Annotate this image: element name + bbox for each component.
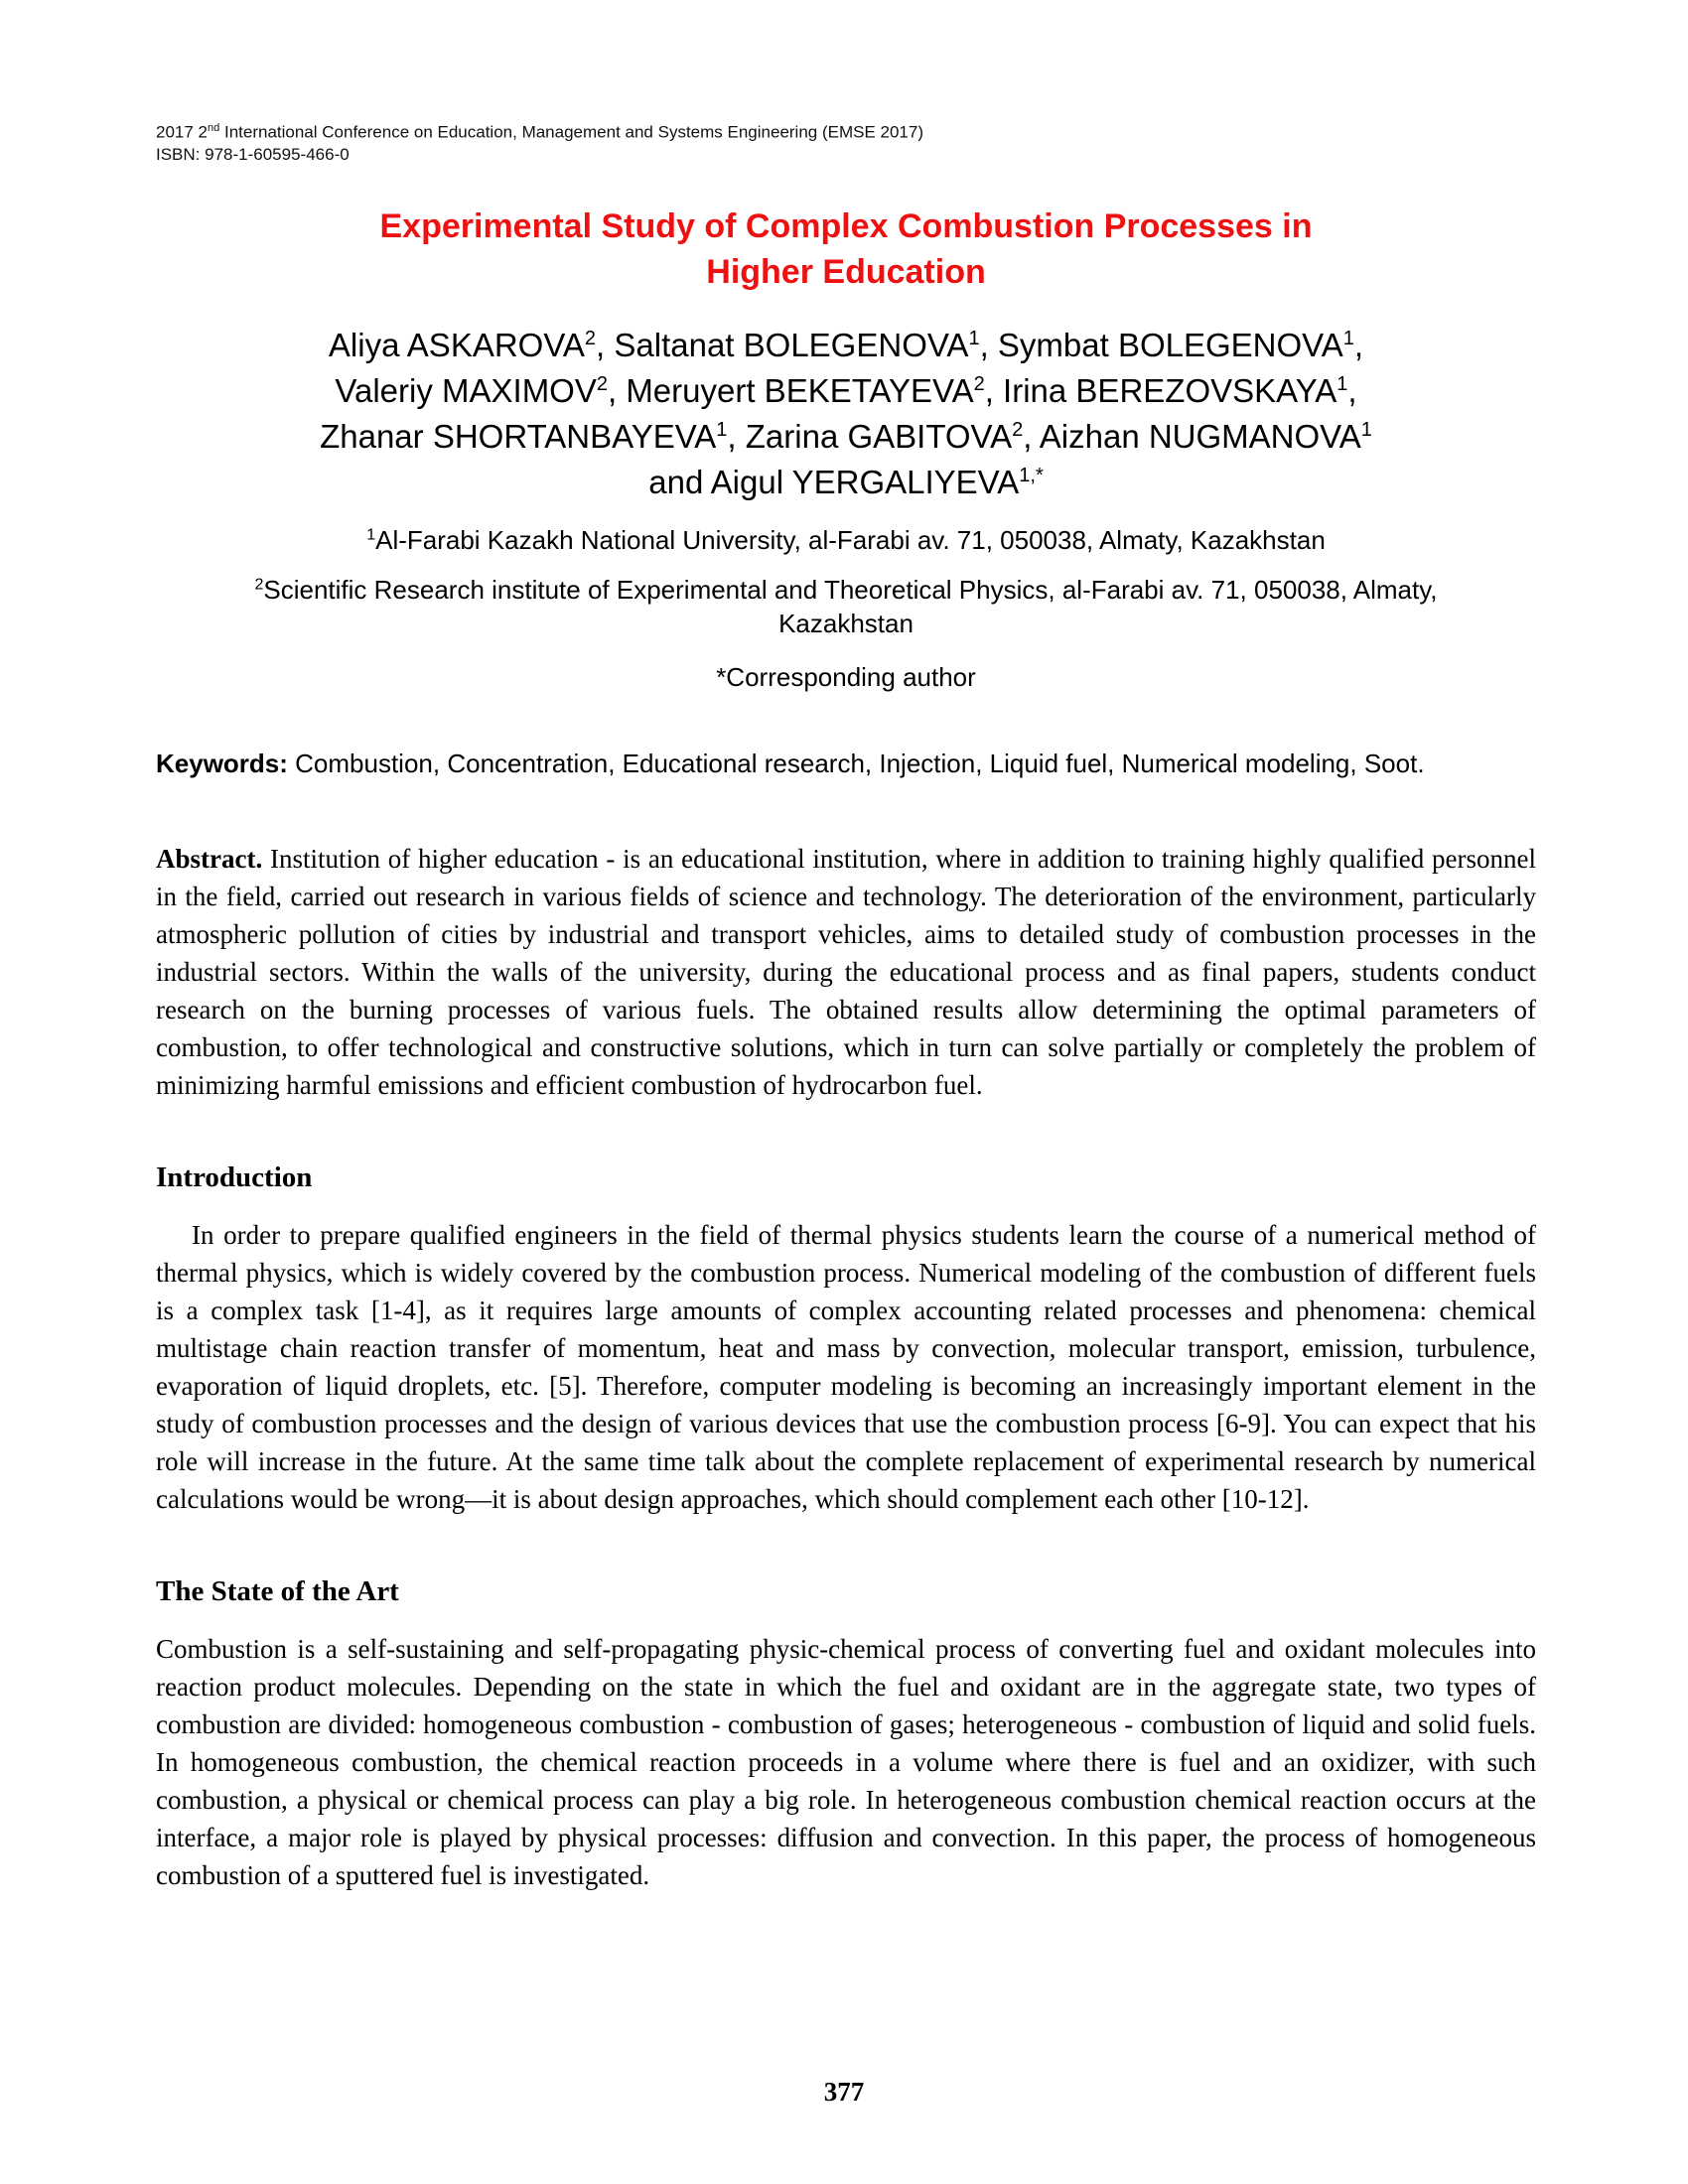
author-list <box>156 323 1536 505</box>
abstract-paragraph <box>156 840 1536 1104</box>
affiliation-1-sup: 1 <box>366 526 376 543</box>
author-affil-sup: 2 <box>1012 418 1024 441</box>
introduction-paragraph: In order to prepare qualified engineers in the field of thermal physics students learn the course of a numerical method of thermal physics, which is widely covered by the combustion process. Numerical modeling of the combustion of different fuels is a complex task [1-4], as it requires large amounts of complex accounting related processes and phenomena: chemical multistage chain reaction transfer of momentum, heat and mass by convection, molecular transport, emission, turbulence, evaporation of liquid droplets, etc. [5]. Therefore, computer modeling is becoming an increasingly important element in the study of combustion processes and the design of various devices that use the combustion process [6-9]. You can expect that his role will increase in the future. At the same time talk about the complete replacement of experimental research by numerical calculations would be wrong—it is about design approaches, which should complement each other [10-12]. <box>156 1219 1536 1514</box>
author-affil-sup: 2 <box>596 372 608 395</box>
author-affil-sup: 1 <box>1342 327 1354 349</box>
keywords-text: Combustion, Concentration, Educational research, Injection, Liquid fuel, Numerical modeling, Soot. <box>287 748 1425 778</box>
author-line-2: Valeriy MAXIMOV$^2$, Meruyert BEKETAYEVA$^2$, Irina BEREZOVSKAYA$^1$, <box>335 371 1357 409</box>
page-number: 377 <box>823 2077 865 2107</box>
affiliation-2-text: Scientific Research institute of Experimental and Theoretical Physics, al-Farabi av. 71, 050038, Almaty, Kazakhstan <box>263 574 1438 638</box>
abstract-label: Abstract. <box>156 843 263 874</box>
state-of-the-art-paragraph: Combustion is a self-sustaining and self-propagating physic-chemical process of converting fuel and oxidant molecules into reaction product molecules. Depending on the state in which the fuel and oxidant are in the aggregate state, two types of combustion are divided: homogeneous combustion - combustion of gases; heterogeneous - combustion of liquid and solid fuels. In homogeneous combustion, the chemical reaction proceeds in a volume where there is fuel and an oxidizer, with such combustion, a physical or chemical process can play a big role. In heterogeneous combustion chemical reaction occurs at the interface, a major role is played by physical processes: diffusion and convection. In this paper, the process of homogeneous combustion of a sputtered fuel is investigated. <box>156 1633 1536 1890</box>
conference-header <box>156 117 1536 166</box>
conference-line <box>156 117 1536 144</box>
abstract-text: Institution of higher education - is an educational institution, where in addition to training highly qualified personnel in the field, carried out research in various fields of science and technology. The deterioration of the environment, particularly atmospheric pollution of cities by industrial and transport vehicles, aims to detailed study of combustion processes in the industrial sectors. Within the walls of the university, during the educational process and as final papers, students conduct research on the burning processes of various fuels. The obtained results allow determining the optimal parameters of combustion, to offer technological and constructive solutions, which in turn can solve partially or completely the problem of minimizing harmful emissions and efficient combustion of hydrocarbon fuel. <box>156 843 1536 1100</box>
conference-line-pre: 2017 2 <box>156 122 208 142</box>
title-line-2: Higher Education <box>706 252 986 291</box>
author-line-1: Aliya ASKAROVA$^2$, Saltanat BOLEGENOVA$^1$, Symbat BOLEGENOVA$^1$, <box>328 326 1364 363</box>
affiliation-2-sup: 2 <box>254 576 264 593</box>
author-affil-sup: 1 <box>1360 418 1372 441</box>
keywords-paragraph <box>156 745 1536 782</box>
author-affil-sup: 1 <box>968 327 980 349</box>
isbn-line: ISBN: 978-1-60595-466-0 <box>156 144 350 164</box>
affiliation-1 <box>156 523 1536 557</box>
page-footer <box>0 2077 1688 2108</box>
page-content <box>156 117 1536 1894</box>
affiliation-2 <box>220 573 1472 640</box>
author-affil-sup: 2 <box>584 327 597 349</box>
author-line-4: and Aigul $YERGALIYEVA^{1,*}$ <box>648 463 1044 500</box>
author-affil-sup: 1 <box>1336 372 1348 395</box>
corresponding-author-note: *Corresponding author <box>716 661 976 692</box>
author-affil-sup: 2 <box>973 372 985 395</box>
author-affil-sup: 1,* <box>1019 464 1044 486</box>
conference-line-post: International Conference on Education, Management and Systems Engineering (EMSE 2017) <box>219 122 924 142</box>
keywords-label: Keywords: <box>156 748 288 778</box>
author-line-3: Zhanar SHORTANBAYEVA$^1$, Zarina GABITOVA$^2$, Aizhan NUGMANOVA$^1$ <box>320 417 1372 455</box>
conference-line-ordinal: nd <box>208 122 220 134</box>
title-line-1: Experimental Study of Complex Combustion Processes in <box>379 206 1313 245</box>
section-heading-introduction: Introduction <box>156 1160 313 1193</box>
affiliation-1-text: Al-Farabi Kazakh National University, al-Farabi av. 71, 050038, Almaty, Kazakhstan <box>375 524 1326 555</box>
paper-title <box>156 204 1536 295</box>
author-affil-sup: 1 <box>716 418 728 441</box>
section-heading-state-of-the-art: The State of the Art <box>156 1574 399 1607</box>
